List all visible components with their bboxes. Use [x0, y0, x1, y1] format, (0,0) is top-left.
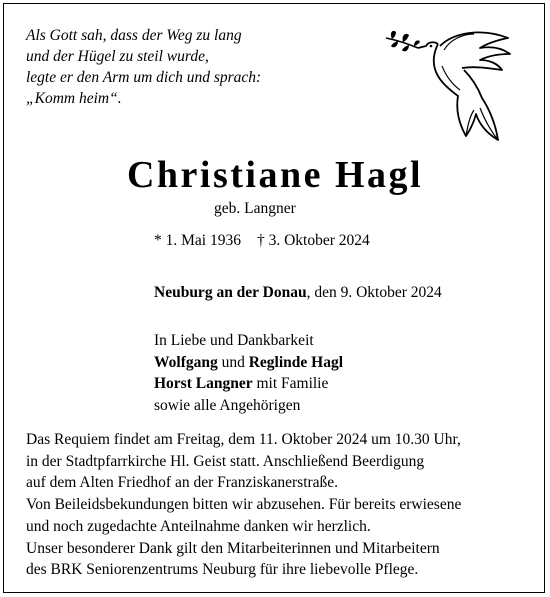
- notice-line: Von Beileidsbekundungen bitten wir abzusehen. Für bereits erwiesene: [26, 496, 462, 514]
- notice-line: des BRK Seniorenzentrums Neuburg für ihre liebevolle Pflege.: [26, 561, 419, 579]
- birth-date: * 1. Mai 1936: [154, 232, 241, 249]
- notice-line: auf dem Alten Friedhof an der Franziskanerstraße.: [26, 474, 339, 492]
- life-dates: [154, 232, 370, 250]
- notice-line: und noch zugedachte Anteilnahme danken wir herzlich.: [26, 517, 371, 535]
- mourners-intro: In Liebe und Dankbarkeit: [154, 332, 314, 349]
- poem-line: Als Gott sah, dass der Weg zu lang: [26, 27, 242, 44]
- mourners-line: [154, 373, 343, 395]
- mourner-name: Reglinde Hagl: [248, 353, 344, 371]
- mourner-suffix: mit Familie: [252, 375, 329, 392]
- birth-name: geb. Langner: [214, 200, 296, 217]
- dove-with-olive-branch-icon: [384, 26, 524, 144]
- notice-line: in der Stadtpfarrkirche Hl. Geist statt. Anschließend Beerdigung: [26, 452, 425, 470]
- poem-line: und der Hügel zu steil wurde,: [26, 48, 209, 65]
- mourners-block: [154, 330, 343, 416]
- death-date: † 3. Oktober 2024: [256, 232, 370, 249]
- service-notice: [26, 429, 461, 581]
- mourners-line: [154, 352, 343, 374]
- notice-line: Das Requiem findet am Freitag, dem 11. Oktober 2024 um 10.30 Uhr,: [26, 431, 461, 448]
- mourners-others: sowie alle Angehörigen: [154, 396, 301, 414]
- place-date-line: [154, 284, 442, 302]
- mourner-conjunction: und: [217, 353, 249, 371]
- notice-date: , den 9. Oktober 2024: [306, 284, 442, 301]
- poem-line: legte er den Arm um dich und sprach:: [26, 69, 262, 86]
- poem-line: „Komm heim“.: [26, 90, 122, 107]
- mourner-name: Horst Langner: [154, 375, 253, 392]
- mourner-name: Wolfgang: [154, 353, 218, 371]
- deceased-name: Christiane Hagl: [126, 154, 424, 196]
- notice-line: Unser besonderer Dank gilt den Mitarbeiterinnen und Mitarbeitern: [26, 539, 440, 557]
- place-name: Neuburg an der Donau: [154, 284, 307, 301]
- poem-verse: [26, 25, 261, 109]
